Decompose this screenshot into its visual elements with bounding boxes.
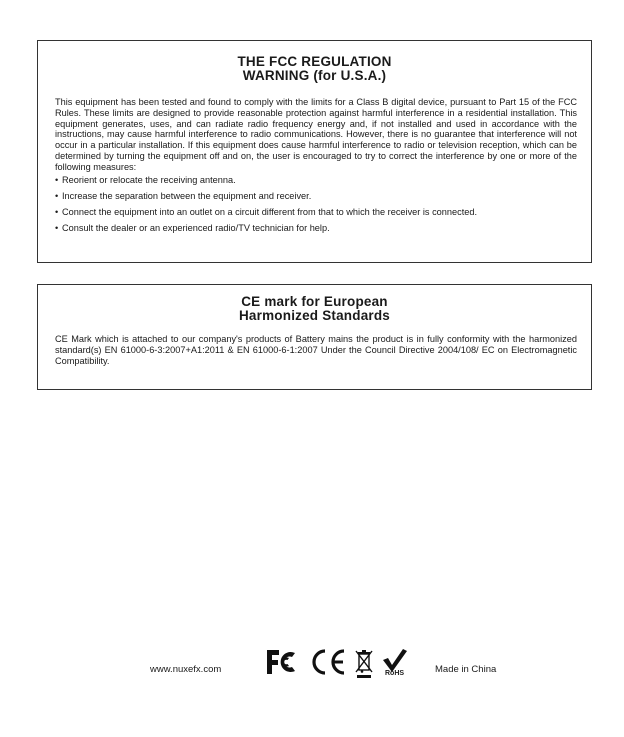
fcc-title-line2: WARNING (for U.S.A.) <box>242 68 387 83</box>
ce-logo <box>309 648 347 676</box>
fcc-body-text: This equipment has been tested and found to comply with the limits for a Class B digital device, pursuant to Part 15 of the FCC Rules. These limits are designed to provide reasonable protection against harmful interference in a residential installation. This equipment generates, uses, and can radiate radio frequency energy and, if not installed and used in accordance with the instructions, may cause harmful interference to radio communications. However, there is no guarantee that interference will not occur in a particular installation. If this equipment does cause harmful interference to radio or television reception, which can be determined by turning the equipment off and on, the user is encouraged to try to correct the interference by one or more of the following measures: <box>55 97 577 172</box>
list-item <box>55 223 577 234</box>
bullet-icon: • <box>55 206 59 217</box>
ce-title-line1: CE mark for European <box>241 294 388 309</box>
measure-text: Connect the equipment into an outlet on a circuit different from that to which the receiver is connected. <box>62 206 478 217</box>
list-item <box>55 207 577 218</box>
list-item <box>55 175 577 186</box>
rohs-label: RoHS <box>385 670 405 677</box>
list-item <box>55 191 577 202</box>
fcc-measures-list <box>38 175 591 234</box>
measure-text: Reorient or relocate the receiving antenna. <box>62 174 236 185</box>
measure-text: Increase the separation between the equipment and receiver. <box>62 190 312 201</box>
measure-text: Consult the dealer or an experienced radio/TV technician for help. <box>62 222 330 233</box>
fcc-logo <box>265 648 301 676</box>
ce-title-line2: Harmonized Standards <box>238 308 391 323</box>
fcc-title-line1: THE FCC REGULATION <box>237 54 392 69</box>
ce-title <box>38 285 591 323</box>
weee-bin-icon <box>354 648 374 680</box>
ce-mark-box <box>37 284 592 390</box>
footer <box>0 645 624 685</box>
bullet-icon: • <box>55 190 59 201</box>
made-in-label: Made in China <box>435 664 497 675</box>
bullet-icon: • <box>55 174 59 185</box>
ce-body-text: CE Mark which is attached to our company's products of Battery mains the product is in fully conformity with the harmonized standard(s) EN 61000-6-3:2007+A1:2011 & EN 61000-6-1:2007 Under the Council Directive 2004/108/ EC on Electromagnetic Compatibility. <box>55 334 577 366</box>
bullet-icon: • <box>55 222 59 233</box>
fcc-warning-box <box>37 40 592 263</box>
website-link[interactable]: www.nuxefx.com <box>150 664 222 675</box>
fcc-title <box>38 41 591 83</box>
